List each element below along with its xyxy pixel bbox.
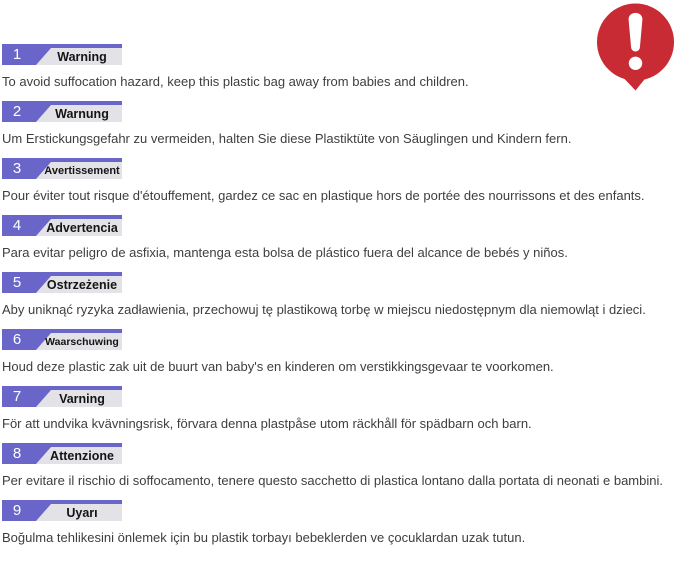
warning-section [2, 101, 674, 147]
warning-section [2, 386, 674, 432]
badge-language-label: Ostrzeżenie [46, 277, 118, 292]
warning-section [2, 329, 674, 375]
warning-text: Um Erstickungsgefahr zu vermeiden, halten Sie diese Plastiktüte von Säuglingen und Kindern fern. [2, 131, 572, 146]
warning-text: To avoid suffocation hazard, keep this plastic bag away from babies and children. [2, 74, 469, 89]
badge-number: 4 [12, 217, 22, 234]
badge-number: 7 [12, 388, 22, 405]
badge-language-label: Advertencia [46, 220, 118, 235]
warning-badge [2, 215, 122, 236]
warning-section [2, 272, 674, 318]
warning-badge [2, 101, 122, 122]
warning-text: För att undvika kvävningsrisk, förvara denna plastpåse utom räckhåll för spädbarn och barn. [2, 416, 532, 431]
warning-text: Boğulma tehlikesini önlemek için bu plastik torbayı bebeklerden ve çocuklardan uzak tutun. [2, 530, 526, 545]
warning-section [2, 44, 674, 90]
badge-number: 3 [12, 160, 22, 177]
warning-badge [2, 443, 122, 464]
warning-section [2, 215, 674, 261]
badge-language-label: Uyarı [66, 505, 98, 520]
warning-badge [2, 158, 122, 179]
badge-language-label: Warning [57, 49, 107, 64]
badge-number: 9 [12, 502, 22, 519]
badge-language-label: Varning [59, 391, 105, 406]
warning-text: Houd deze plastic zak uit de buurt van baby's en kinderen om verstikkingsgevaar te voorkomen. [2, 359, 554, 374]
warning-badge [2, 44, 122, 65]
badge-number: 8 [12, 445, 22, 462]
badge-number: 1 [12, 46, 22, 63]
warning-badge [2, 272, 122, 293]
badge-number: 6 [12, 331, 22, 348]
badge-language-label: Avertissement [44, 164, 120, 177]
warning-text: Pour éviter tout risque d'étouffement, gardez ce sac en plastique hors de portée des nourrissons et des enfants. [2, 188, 645, 203]
warning-badge [2, 500, 122, 521]
warning-section [2, 443, 674, 489]
badge-language-label: Waarschuwing [45, 335, 119, 348]
badge-number: 2 [12, 103, 22, 120]
warning-section [2, 500, 674, 546]
warning-sections-list [2, 44, 674, 557]
warning-badge [2, 386, 122, 407]
badge-language-label: Attenzione [50, 448, 114, 463]
warning-text: Per evitare il rischio di soffocamento, tenere questo sacchetto di plastica lontano dalla portata di neonati e bambini. [2, 473, 663, 488]
badge-language-label: Warnung [55, 106, 109, 121]
badge-number: 5 [12, 274, 22, 291]
warning-badge [2, 329, 122, 350]
warning-text: Para evitar peligro de asfixia, mantenga esta bolsa de plástico fuera del alcance de bebés y niños. [2, 245, 568, 260]
warning-text: Aby uniknąć ryzyka zadławienia, przechowuj tę plastikową torbę w miejscu niedostępnym dla niemowląt i dzieci. [2, 302, 646, 317]
warning-section [2, 158, 674, 204]
